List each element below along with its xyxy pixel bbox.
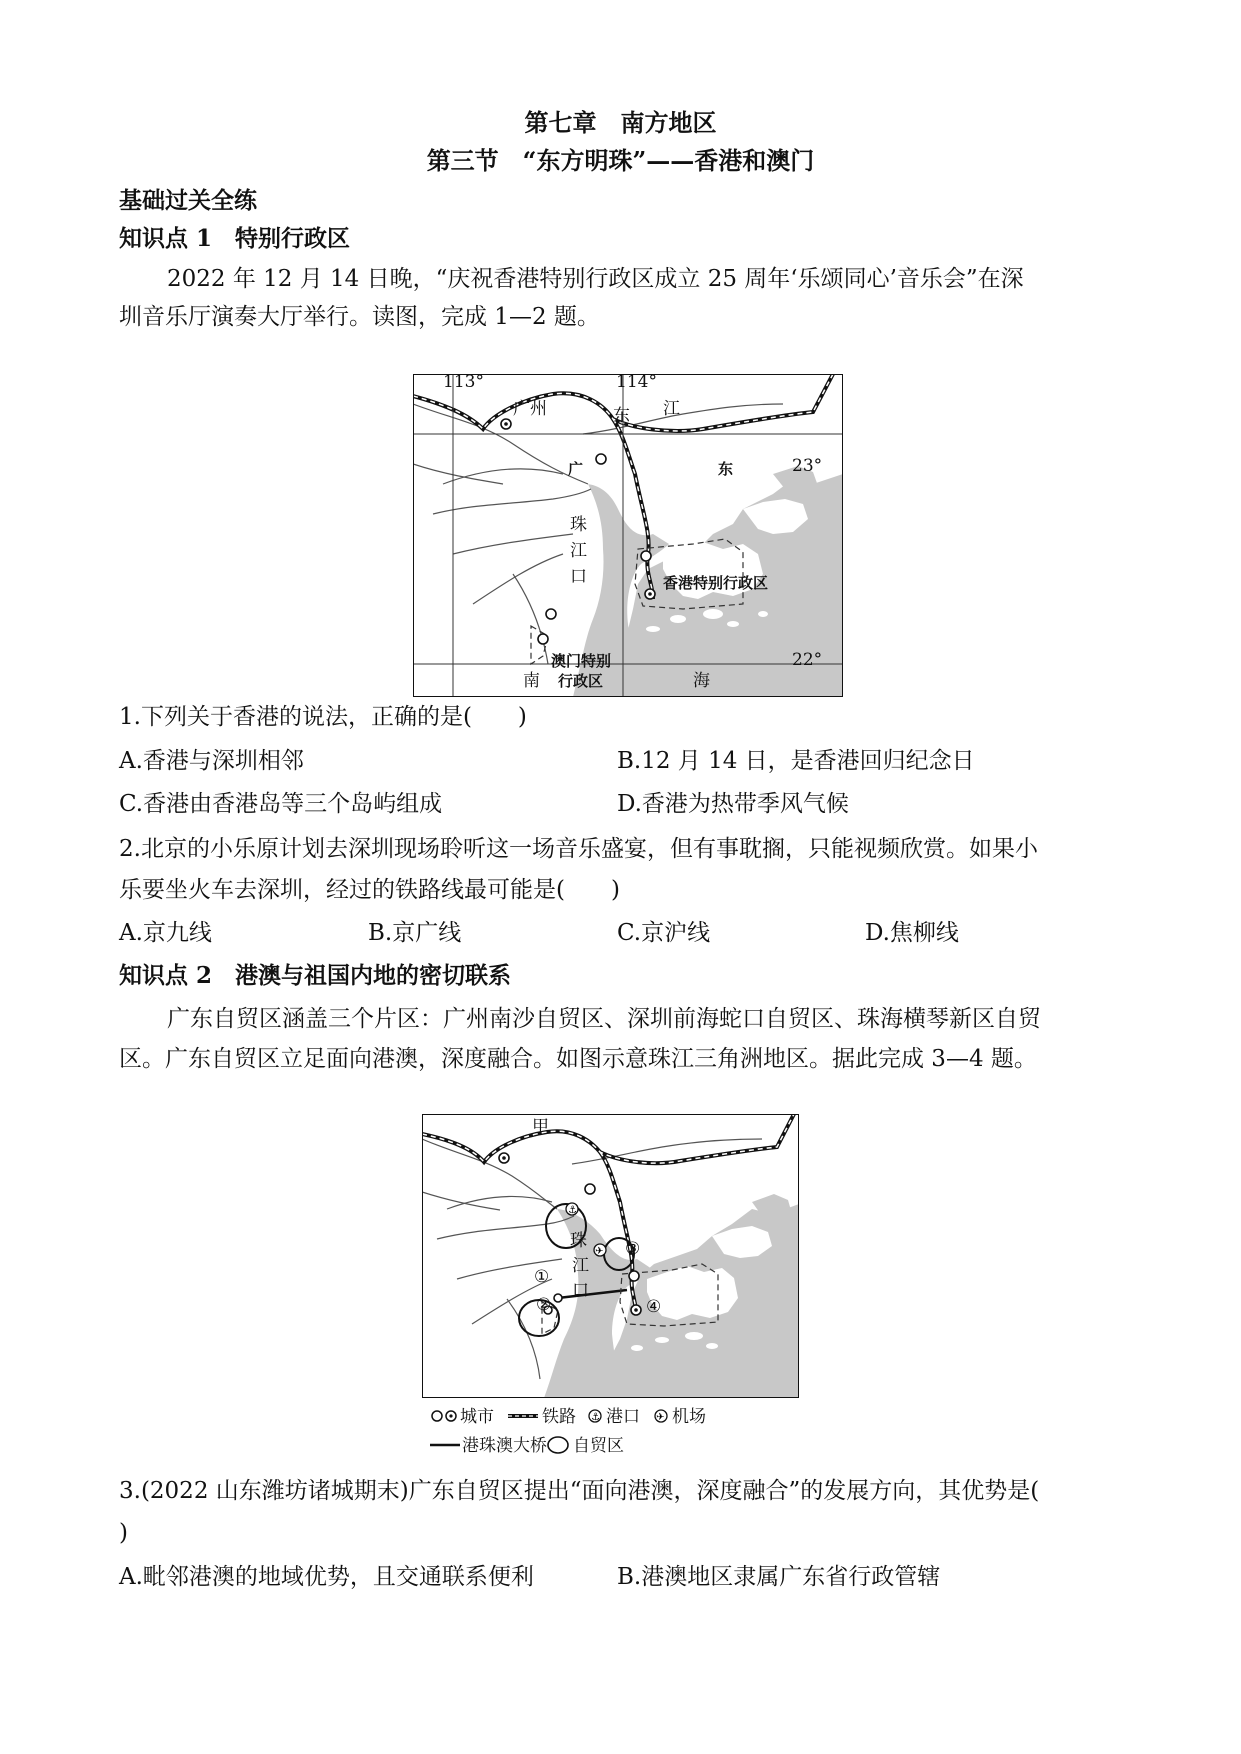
map2-legend: [428, 1404, 758, 1458]
q2-option-c[interactable]: C.京沪线: [617, 920, 711, 946]
q3-stem-line1: 3.(2022 山东潍坊诸城期末)广东自贸区提出“面向港澳，深度融合”的发展方向，其优势是(: [119, 1478, 1040, 1504]
legend-airport: 机场: [672, 1407, 706, 1427]
label-kou: 口: [572, 1281, 589, 1301]
q3-stem-line2: ): [119, 1520, 128, 1546]
q1-option-c[interactable]: C.香港由香港岛等三个岛屿组成: [119, 791, 443, 817]
q1-option-b[interactable]: B.12 月 14 日，是香港回归纪念日: [617, 748, 975, 774]
label-circle-1: ①: [534, 1267, 550, 1287]
label-kou: 口: [570, 567, 587, 587]
label-dong1: 东: [613, 406, 630, 426]
section-title: 第三节 “东方明珠”——香港和澳门: [426, 146, 815, 175]
legend-city: 城市: [460, 1407, 494, 1427]
label-circle-4: ④: [646, 1297, 662, 1317]
q2-option-a[interactable]: A.京九线: [119, 920, 212, 946]
part-title: 基础过关全练: [119, 187, 257, 214]
label-macau-sar-2: 行政区: [558, 672, 604, 690]
label-guangzhou: 广州: [513, 399, 547, 419]
map-pearl-river-delta: [422, 1114, 799, 1398]
label-jia: 甲: [532, 1117, 549, 1137]
svg-text:⚓: ⚓: [568, 1205, 577, 1216]
label-jiang2: 江: [570, 541, 587, 561]
legend-bridge: 港珠澳大桥: [462, 1436, 547, 1456]
legend-ftz: 自贸区: [573, 1436, 624, 1456]
map1-lat-23: 23°: [792, 456, 823, 476]
legend-rail: 铁路: [542, 1407, 576, 1427]
label-circle-2: ②: [536, 1295, 552, 1315]
kp1-title: 知识点 1 特别行政区: [119, 225, 351, 252]
svg-text:✈: ✈: [656, 1412, 665, 1423]
q2-option-b[interactable]: B.京广线: [368, 920, 462, 946]
label-nan: 南: [523, 671, 540, 691]
kp2-intro-line1: 广东自贸区涵盖三个片区：广州南沙自贸区、深圳前海蛇口自贸区、珠海横琴新区自贸: [167, 1006, 1041, 1032]
map1-lon-114: 114°: [616, 372, 657, 392]
kp1-intro-line1: 2022 年 12 月 14 日晚，“庆祝香港特别行政区成立 25 周年‘乐颂同心’音乐会”在深: [167, 266, 1024, 292]
label-guang: 广: [568, 460, 584, 478]
label-circle-3: ③: [625, 1239, 641, 1259]
map-hongkong-region: [413, 374, 843, 697]
label-jiang: 江: [663, 399, 680, 419]
q1-option-a[interactable]: A.香港与深圳相邻: [119, 748, 304, 774]
svg-text:⚓: ⚓: [591, 1412, 600, 1423]
label-hai: 海: [693, 671, 710, 691]
kp1-intro-line2: 圳音乐厅演奏大厅举行。读图，完成 1—2 题。: [119, 304, 600, 330]
label-macau-sar-1: 澳门特别: [551, 652, 612, 670]
q2-stem-line2: 乐要坐火车去深圳，经过的铁路线最可能是( ): [119, 877, 620, 903]
kp2-intro-line2: 区。广东自贸区立足面向港澳，深度融合。如图示意珠江三角洲地区。据此完成 3—4 题。: [119, 1046, 1037, 1072]
label-zhu: 珠: [570, 1231, 587, 1251]
legend-port: 港口: [606, 1407, 640, 1427]
label-hk-sar: 香港特别行政区: [663, 574, 769, 592]
q1-option-d[interactable]: D.香港为热带季风气候: [617, 791, 849, 817]
label-dong2: 东: [718, 460, 734, 478]
chapter-title: 第七章 南方地区: [524, 108, 717, 137]
label-jiang: 江: [572, 1256, 589, 1276]
q3-option-a[interactable]: A.毗邻港澳的地域优势，且交通联系便利: [119, 1564, 534, 1590]
kp2-title: 知识点 2 港澳与祖国内地的密切联系: [119, 962, 512, 989]
map1-lon-113: 113°: [443, 372, 484, 392]
svg-text:✈: ✈: [595, 1246, 604, 1257]
q2-option-d[interactable]: D.焦柳线: [865, 920, 959, 946]
label-zhu: 珠: [570, 515, 587, 535]
q1-stem: 1.下列关于香港的说法，正确的是( ): [119, 704, 527, 730]
map1-lat-22: 22°: [792, 650, 823, 670]
q2-stem-line1: 2.北京的小乐原计划去深圳现场聆听这一场音乐盛宴，但有事耽搁，只能视频欣赏。如果小: [119, 836, 1038, 862]
q3-option-b[interactable]: B.港澳地区隶属广东省行政管辖: [617, 1564, 941, 1590]
